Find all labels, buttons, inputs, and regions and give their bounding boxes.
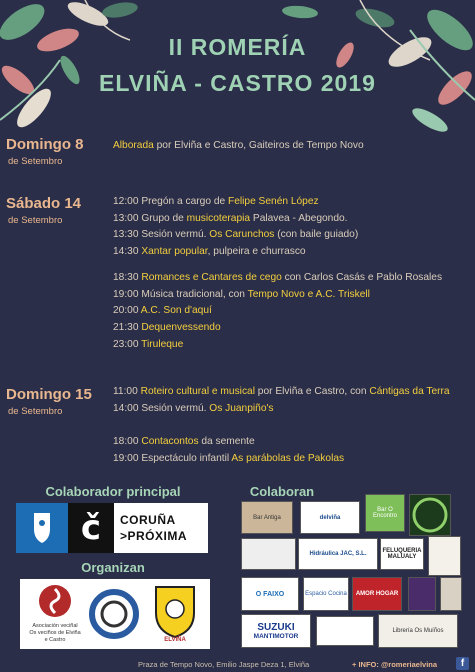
sponsor-logo-small [241, 538, 296, 570]
assoc-logo-text [20, 623, 90, 644]
event-text: Música tradicional, con [138, 289, 248, 300]
event-highlight: Tempo Novo e A.C. Triskell [247, 289, 370, 300]
event-text: Espectáculo infantil [138, 453, 232, 464]
event-row [113, 386, 450, 397]
event-text: Pregón a cargo de [138, 196, 228, 207]
event-highlight: As parábolas de Pakolas [231, 453, 345, 464]
event-row [113, 322, 221, 333]
sponsor-logo: Librería Os Muíños [378, 614, 458, 648]
event-text: (con baile guiado) [274, 229, 359, 240]
sd-elvina-crest-icon [150, 583, 200, 639]
event-text: por Elviña e Castro, Gaiteiros de Tempo Novo [153, 140, 364, 151]
sponsor-logo-badge [409, 494, 451, 536]
event-text: Sesión vermú. [138, 229, 210, 240]
sponsor-logo-small [428, 536, 461, 576]
shield-icon [16, 503, 68, 553]
event-highlight: Romances e Cantares de cego [141, 272, 282, 283]
event-row [113, 305, 212, 316]
event-row [113, 453, 344, 464]
sponsor-logo-small [316, 616, 374, 646]
event-highlight: Alborada [113, 140, 154, 151]
day-date: de Setembro [8, 156, 63, 167]
sponsor-logo-suzuki [241, 614, 311, 648]
day-name: Sábado 14 [6, 195, 82, 212]
org3-label: ELVIÑA [164, 637, 186, 643]
concello-logo: č [68, 503, 114, 553]
event-highlight: Xantar popular [141, 246, 208, 257]
event-row [113, 403, 274, 414]
event-time: 14:30 [113, 246, 139, 257]
event-highlight: Contacontos [141, 436, 199, 447]
sponsor-logo: Espacio Cocina [303, 577, 349, 611]
event-time: 18:30 [113, 272, 139, 283]
event-highlight: A.C. Son d'aquí [140, 305, 212, 316]
event-time: 12:00 [113, 196, 139, 207]
main-sponsor-logos [16, 503, 208, 553]
day-domingo-15 [6, 386, 92, 417]
event-text: da semente [198, 436, 255, 447]
sponsor-logo: Bar Antiga [241, 501, 293, 534]
tempo-novo-logo-icon [86, 584, 142, 644]
sponsor-logo: delviña [300, 501, 360, 534]
triskel-icon [20, 581, 90, 623]
event-time: 19:00 [113, 289, 139, 300]
sponsor-logo-small [408, 577, 436, 611]
event-row [113, 213, 348, 224]
footer-address: Praza de Tempo Novo, Emilio Jaspe Deza 1, Elviña [138, 660, 310, 669]
suzuki-label: SUZUKI [257, 622, 295, 633]
event-time: 20:00 [113, 305, 139, 316]
event-time: 14:00 [113, 403, 139, 414]
coruna-logo-line1: CORUÑA [120, 513, 176, 527]
crest-icon [410, 495, 450, 535]
day-name: Domingo 15 [6, 386, 92, 403]
sponsor-logo: AMOR HOGAR [352, 577, 402, 611]
event-highlight: musicoterapia [186, 213, 251, 224]
event-text: Grupo de [138, 213, 187, 224]
event-row [113, 436, 255, 447]
organizer-logos [20, 579, 210, 649]
mantimotor-label: MANTIMOTOR [253, 633, 299, 640]
event-highlight: Felipe Senén López [227, 196, 319, 207]
assoc-line3: e Castro [44, 637, 66, 643]
event-highlight: Os Carunchos [209, 229, 275, 240]
section-organizers: Organizan [81, 560, 145, 575]
sponsor-logo: O FAIXO [241, 577, 299, 611]
xunta-logo [16, 503, 68, 553]
facebook-icon[interactable]: f [456, 657, 469, 670]
section-collaborators: Colaboran [249, 484, 315, 499]
day-date: de Setembro [8, 406, 63, 417]
event-highlight: Os Juanpiño's [209, 403, 274, 414]
event-row [113, 339, 183, 350]
assoc-line1: Asociación veciñal [32, 623, 78, 629]
sponsor-logo: Bar O Encontro [365, 494, 405, 532]
event-text: Sesión vermú. [138, 403, 210, 414]
event-time: 18:00 [113, 436, 139, 447]
event-highlight: Dequenvessendo [141, 322, 221, 333]
event-row [113, 196, 319, 207]
event-row [113, 140, 364, 151]
coruna-logo-line2: >PRÓXIMA [120, 529, 188, 543]
sponsor-logo: Hidráulica JAC, S.L. [298, 538, 378, 570]
event-row [113, 229, 358, 240]
event-row [113, 289, 370, 300]
event-row [113, 272, 442, 283]
page-title: II ROMERÍA [168, 34, 307, 60]
event-row [113, 246, 306, 257]
event-time: 19:00 [113, 453, 139, 464]
event-highlight: Cántigas da Terra [369, 386, 450, 397]
assoc-line2: Os veciños de Elviña [29, 630, 81, 636]
event-time: 21:30 [113, 322, 139, 333]
event-time: 13:30 [113, 229, 139, 240]
event-time: 11:00 [113, 386, 138, 397]
day-name: Domingo 8 [6, 136, 84, 153]
day-date: de Setembro [8, 215, 63, 226]
day-sabado-14 [6, 195, 81, 226]
event-text: Palavea - Abegondo. [250, 213, 348, 224]
event-text: , pulpeira e churrasco [207, 246, 306, 257]
sponsor-logo-small [440, 577, 462, 611]
event-time: 23:00 [113, 339, 139, 350]
event-time: 13:00 [113, 213, 139, 224]
event-text: por Elviña e Castro, con [254, 386, 370, 397]
day-domingo-8 [6, 136, 84, 167]
event-highlight: Tiruleque [141, 339, 184, 350]
section-main-sponsor: Colaborador principal [45, 484, 181, 499]
page-subtitle: ELVIÑA - CASTRO 2019 [99, 70, 376, 96]
footer-info[interactable]: + INFO: @romeriaelvina [352, 660, 438, 669]
event-highlight: Roteiro cultural e musical [140, 386, 255, 397]
event-text: con Carlos Casás e Pablo Rosales [281, 272, 443, 283]
sponsor-logo: FELUQUERIA MALUALY [380, 538, 424, 570]
